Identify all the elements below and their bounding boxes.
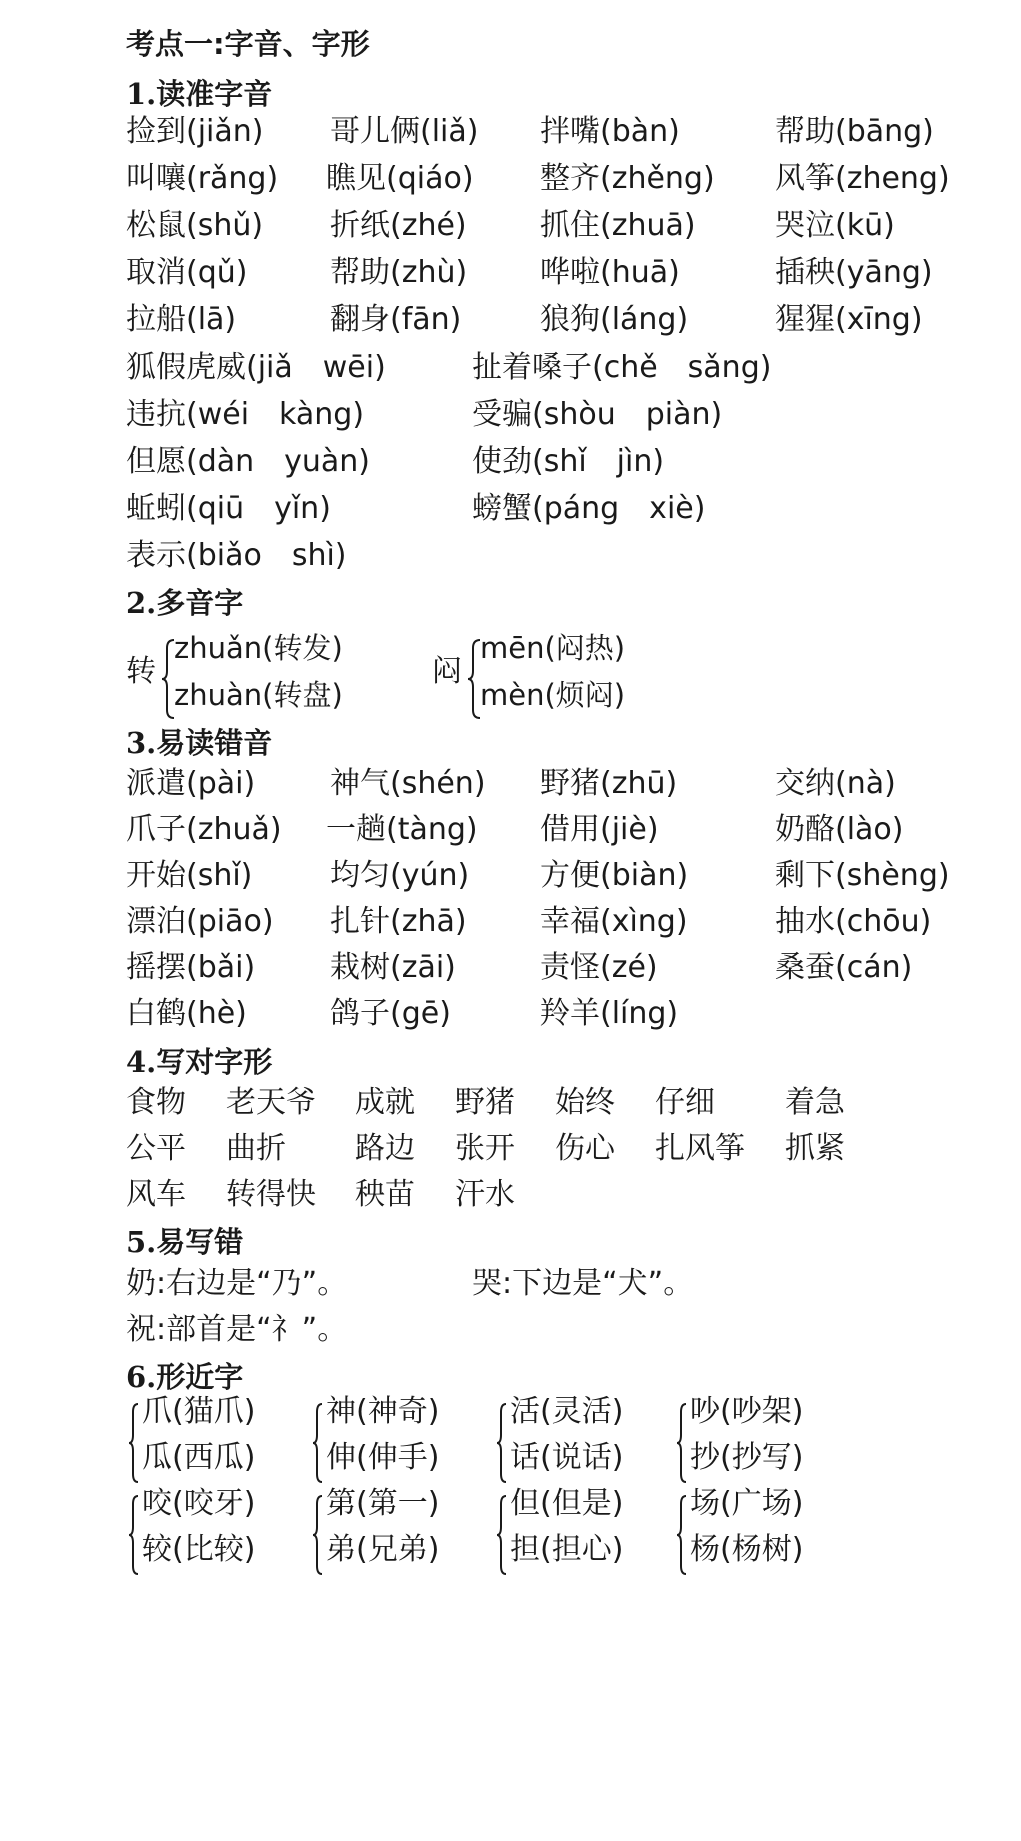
misread-item: 桑蚕(cán) bbox=[775, 950, 913, 985]
table-row bbox=[0, 157, 1021, 209]
similar-entry: 杨(杨树) bbox=[690, 1532, 804, 1567]
similar-entry: 活(灵活) bbox=[510, 1394, 624, 1429]
reading-item: 折纸(zhé) bbox=[330, 208, 467, 243]
misread-item: 羚羊(líng) bbox=[540, 996, 679, 1031]
misread-item: 方便(biàn) bbox=[540, 858, 689, 893]
misread-item: 抽水(chōu) bbox=[775, 904, 932, 939]
reading-item: 抓住(zhuā) bbox=[540, 208, 696, 243]
brace-icon bbox=[312, 1494, 324, 1576]
reading-item: 螃蟹(páng xiè) bbox=[472, 491, 706, 526]
similar-entry: 较(比较) bbox=[142, 1532, 256, 1567]
reading-item: 哭泣(kū) bbox=[775, 208, 895, 243]
table-row bbox=[0, 393, 1021, 445]
form-word: 老天爷 bbox=[226, 1085, 316, 1120]
polyphone-entry: zhuàn(转盘) bbox=[174, 678, 343, 712]
reading-item: 但愿(dàn yuàn) bbox=[126, 444, 371, 479]
reading-item: 插秧(yāng) bbox=[775, 255, 933, 290]
similar-entry: 神(神奇) bbox=[326, 1394, 440, 1429]
table-row bbox=[0, 854, 1021, 906]
table-row bbox=[0, 110, 1021, 162]
misread-item: 幸福(xìng) bbox=[540, 904, 688, 939]
reading-item: 使劲(shǐ jìn) bbox=[472, 444, 665, 479]
polyphone-entry: zhuǎn(转发) bbox=[174, 631, 343, 665]
form-word: 张开 bbox=[455, 1131, 515, 1166]
table-row bbox=[0, 251, 1021, 303]
table-row bbox=[0, 900, 1021, 952]
misread-item: 栽树(zāi) bbox=[330, 950, 456, 985]
misread-item: 借用(jiè) bbox=[540, 812, 659, 847]
reading-item: 哗啦(huā) bbox=[540, 255, 680, 290]
table-row bbox=[0, 298, 1021, 350]
form-word: 扎风筝 bbox=[655, 1131, 745, 1166]
misread-item: 均匀(yún) bbox=[330, 858, 470, 893]
similar-entry: 咬(咬牙) bbox=[142, 1486, 256, 1521]
form-word: 野猪 bbox=[455, 1085, 515, 1120]
similar-entry: 话(说话) bbox=[510, 1440, 624, 1475]
brace-icon bbox=[496, 1494, 508, 1576]
form-word: 转得快 bbox=[226, 1177, 316, 1212]
similar-entry: 爪(猫爪) bbox=[142, 1394, 256, 1429]
form-word: 伤心 bbox=[555, 1131, 615, 1166]
reading-item: 受骗(shòu piàn) bbox=[472, 397, 723, 432]
reading-item: 取消(qǔ) bbox=[126, 255, 248, 290]
reading-item: 拌嘴(bàn) bbox=[540, 114, 680, 149]
brace-icon bbox=[312, 1402, 324, 1484]
table-row bbox=[0, 204, 1021, 256]
misread-item: 剩下(shèng) bbox=[775, 858, 950, 893]
similar-entry: 吵(吵架) bbox=[690, 1394, 804, 1429]
page-title: 考点一:字音、字形 bbox=[126, 27, 370, 61]
form-word: 着急 bbox=[785, 1085, 845, 1120]
table-row bbox=[0, 762, 1021, 814]
similar-entry: 瓜(西瓜) bbox=[142, 1440, 256, 1475]
form-word: 曲折 bbox=[226, 1131, 286, 1166]
reading-item: 狐假虎威(jiǎ wēi) bbox=[126, 350, 386, 385]
table-row bbox=[0, 346, 1021, 398]
form-word: 抓紧 bbox=[785, 1131, 845, 1166]
form-word: 秧苗 bbox=[355, 1177, 415, 1212]
reading-item: 瞧见(qiáo) bbox=[326, 161, 474, 196]
form-word: 公平 bbox=[126, 1131, 186, 1166]
table-row bbox=[0, 1173, 1021, 1225]
reading-item: 捡到(jiǎn) bbox=[126, 114, 264, 149]
section-heading-2: 2.多音字 bbox=[126, 586, 244, 620]
section-heading-5: 5.易写错 bbox=[126, 1225, 244, 1259]
similar-entry: 但(但是) bbox=[510, 1486, 624, 1521]
reading-item: 狼狗(láng) bbox=[540, 302, 689, 337]
misread-item: 派遣(pài) bbox=[126, 766, 256, 801]
reading-item: 帮助(bāng) bbox=[775, 114, 934, 149]
misread-item: 责怪(zé) bbox=[540, 950, 658, 985]
polyphone-char: 转 bbox=[126, 654, 156, 689]
misread-item: 神气(shén) bbox=[330, 766, 486, 801]
misread-item: 漂泊(piāo) bbox=[126, 904, 274, 939]
form-word: 成就 bbox=[355, 1085, 415, 1120]
table-row bbox=[0, 1127, 1021, 1179]
table-row bbox=[0, 992, 1021, 1044]
misread-item: 扎针(zhā) bbox=[330, 904, 467, 939]
brace-icon bbox=[496, 1402, 508, 1484]
reading-item: 拉船(lā) bbox=[126, 302, 237, 337]
similar-entry: 第(第一) bbox=[326, 1486, 440, 1521]
reading-item: 整齐(zhěng) bbox=[540, 161, 715, 196]
reading-item: 松鼠(shǔ) bbox=[126, 208, 264, 243]
similar-entry: 弟(兄弟) bbox=[326, 1532, 440, 1567]
misread-item: 鸽子(gē) bbox=[330, 996, 451, 1031]
reading-item: 猩猩(xīng) bbox=[775, 302, 923, 337]
brace-icon bbox=[676, 1402, 688, 1484]
reading-item: 叫嚷(rǎng) bbox=[126, 161, 279, 196]
reading-item: 帮助(zhù) bbox=[330, 255, 468, 290]
similar-entry: 担(担心) bbox=[510, 1532, 624, 1567]
section-heading-4: 4.写对字形 bbox=[126, 1045, 273, 1079]
form-word: 汗水 bbox=[455, 1177, 515, 1212]
polyphone-entry: mèn(烦闷) bbox=[480, 678, 626, 712]
reading-item: 翻身(fān) bbox=[330, 302, 462, 337]
misread-item: 交纳(nà) bbox=[775, 766, 896, 801]
table-row bbox=[0, 946, 1021, 998]
misread-item: 野猪(zhū) bbox=[540, 766, 678, 801]
brace-icon bbox=[676, 1494, 688, 1576]
reading-item: 风筝(zheng) bbox=[775, 161, 950, 196]
form-word: 风车 bbox=[126, 1177, 186, 1212]
polyphone-char: 闷 bbox=[432, 654, 462, 689]
brace-icon bbox=[128, 1494, 140, 1576]
reading-item: 哥儿俩(liǎ) bbox=[330, 114, 479, 149]
misread-item: 开始(shǐ) bbox=[126, 858, 253, 893]
similar-entry: 伸(伸手) bbox=[326, 1440, 440, 1475]
miswrite-item: 祝:部首是“礻”。 bbox=[126, 1312, 348, 1347]
table-row bbox=[0, 534, 1021, 586]
form-word: 始终 bbox=[555, 1085, 615, 1120]
misread-item: 白鹤(hè) bbox=[126, 996, 247, 1031]
similar-entry: 场(广场) bbox=[690, 1486, 804, 1521]
table-row bbox=[0, 440, 1021, 492]
miswrite-item: 哭:下边是“犬”。 bbox=[472, 1266, 694, 1301]
form-word: 路边 bbox=[355, 1131, 415, 1166]
reading-item: 蚯蚓(qiū yǐn) bbox=[126, 491, 331, 526]
misread-item: 奶酪(lào) bbox=[775, 812, 904, 847]
section-heading-3: 3.易读错音 bbox=[126, 726, 273, 760]
form-word: 食物 bbox=[126, 1085, 186, 1120]
brace-icon bbox=[128, 1402, 140, 1484]
table-row bbox=[0, 1081, 1021, 1133]
misread-item: 摇摆(bǎi) bbox=[126, 950, 256, 985]
table-row bbox=[0, 487, 1021, 539]
misread-item: 爪子(zhuǎ) bbox=[126, 812, 282, 847]
section-heading-6: 6.形近字 bbox=[126, 1360, 244, 1394]
reading-item: 扯着嗓子(chě sǎng) bbox=[472, 350, 772, 385]
polyphone-entry: mēn(闷热) bbox=[480, 631, 626, 665]
misread-item: 一趟(tàng) bbox=[326, 812, 478, 847]
section-heading-1: 1.读准字音 bbox=[126, 77, 273, 111]
table-row bbox=[0, 808, 1021, 860]
reading-item: 违抗(wéi kàng) bbox=[126, 397, 365, 432]
similar-entry: 抄(抄写) bbox=[690, 1440, 804, 1475]
miswrite-item: 奶:右边是“乃”。 bbox=[126, 1266, 348, 1301]
reading-item: 表示(biǎo shì) bbox=[126, 538, 347, 573]
form-word: 仔细 bbox=[655, 1085, 715, 1120]
